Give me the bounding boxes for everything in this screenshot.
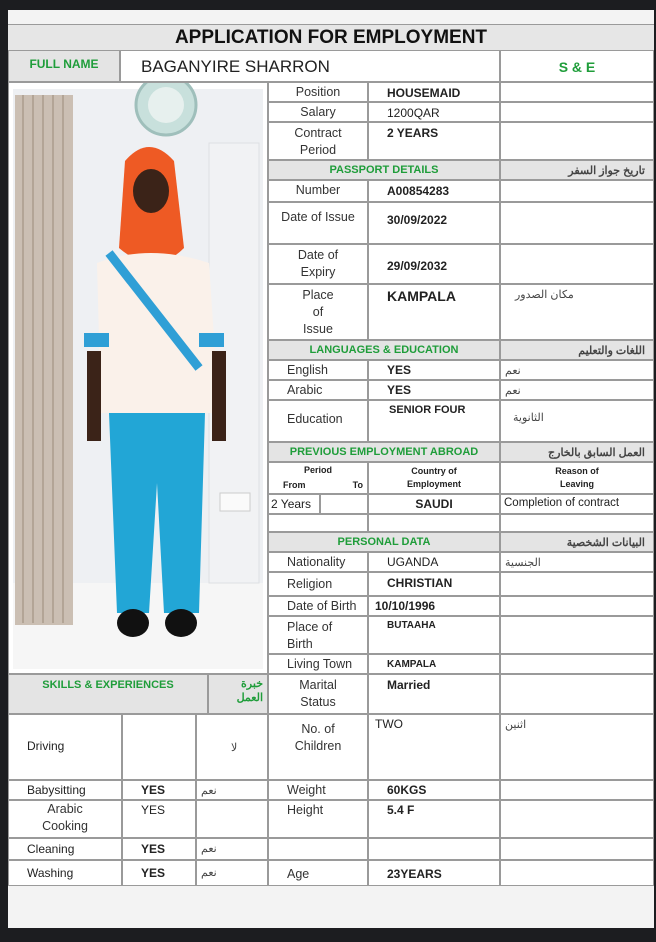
salary-label: Salary xyxy=(268,102,368,122)
blank-cell xyxy=(368,514,500,532)
driving-label: Driving xyxy=(8,714,122,780)
blank-cell xyxy=(500,102,654,122)
applicant-photo xyxy=(8,82,268,674)
babysitting-ar: نعم xyxy=(196,780,268,800)
blank-cell xyxy=(500,800,654,838)
living-town-label: Living Town xyxy=(268,654,368,674)
birth-place-label: Place of Birth xyxy=(268,616,368,654)
height-label: Height xyxy=(268,800,368,838)
weight-label: Weight xyxy=(268,780,368,800)
period-header xyxy=(268,462,368,494)
nationality-ar: الجنسية xyxy=(500,552,654,572)
arabic-ar: نعم xyxy=(500,380,654,400)
position-label: Position xyxy=(268,82,368,102)
blank-cell xyxy=(500,616,654,654)
babysitting-value: YES xyxy=(122,780,196,800)
blank-cell xyxy=(500,838,654,860)
issue-place-label: Place of Issue xyxy=(268,284,368,340)
skills-header: SKILLS & EXPERIENCES xyxy=(8,674,208,714)
full-name-label: FULL NAME xyxy=(8,50,120,82)
expiry-date-value: 29/09/2032 xyxy=(368,244,500,284)
education-label: Education xyxy=(268,400,368,442)
contract-period-label: Contract Period xyxy=(268,122,368,160)
passport-number-label: Number xyxy=(268,180,368,202)
arabic-value: YES xyxy=(368,380,500,400)
blank-cell xyxy=(500,82,654,102)
blank-cell xyxy=(268,838,368,860)
arabic-label: Arabic xyxy=(268,380,368,400)
education-ar: الثانوية xyxy=(500,400,654,442)
english-ar: نعم xyxy=(500,360,654,380)
height-value: 5.4 F xyxy=(368,800,500,838)
issue-place-ar: مكان الصدور xyxy=(500,284,654,340)
blank-cell xyxy=(268,514,368,532)
age-label: Age xyxy=(268,860,368,886)
age-value: 23YEARS xyxy=(368,860,500,886)
previous-employment-header: PREVIOUS EMPLOYMENT ABROAD xyxy=(268,442,500,462)
passport-number-ar xyxy=(500,180,654,202)
washing-label: Washing xyxy=(8,860,122,886)
driving-value xyxy=(122,714,196,780)
issue-date-ar xyxy=(500,202,654,244)
contract-period-value: 2 YEARS xyxy=(368,122,500,160)
blank-cell xyxy=(320,494,368,514)
position-value: HOUSEMAID xyxy=(368,82,500,102)
cleaning-label: Cleaning xyxy=(8,838,122,860)
blank-cell xyxy=(500,860,654,886)
blank-cell xyxy=(500,674,654,714)
children-label: No. of Children xyxy=(268,714,368,780)
religion-value: CHRISTIAN xyxy=(368,572,500,596)
issue-date-value: 30/09/2022 xyxy=(368,202,500,244)
passport-header-ar: تاريخ جواز السفر xyxy=(500,160,654,180)
children-ar: اثنين xyxy=(500,714,654,780)
prev-reason-value: Completion of contract xyxy=(500,494,654,514)
blank-cell xyxy=(500,780,654,800)
blank-cell xyxy=(500,122,654,160)
children-value: TWO xyxy=(368,714,500,780)
driving-ar: لا xyxy=(196,714,268,780)
personal-data-header: PERSONAL DATA xyxy=(268,532,500,552)
to-label: To xyxy=(352,480,363,490)
personal-data-header-ar: البيانات الشخصية xyxy=(500,532,654,552)
blank-cell xyxy=(196,800,268,838)
passport-header: PASSPORT DETAILS xyxy=(268,160,500,180)
languages-header-ar: اللغات والتعليم xyxy=(500,340,654,360)
expiry-date-ar xyxy=(500,244,654,284)
religion-label: Religion xyxy=(268,572,368,596)
cleaning-ar: نعم xyxy=(196,838,268,860)
previous-employment-header-ar: العمل السابق بالخارج xyxy=(500,442,654,462)
living-town-value: KAMPALA xyxy=(368,654,500,674)
skills-header-ar: خبرة العمل xyxy=(208,674,268,714)
blank-cell xyxy=(500,596,654,616)
agency-label: S & E xyxy=(500,50,654,82)
blank-cell xyxy=(368,838,500,860)
blank-cell xyxy=(500,572,654,596)
passport-number-value: A00854283 xyxy=(368,180,500,202)
application-form xyxy=(8,10,654,928)
form-title: APPLICATION FOR EMPLOYMENT xyxy=(8,24,654,50)
english-value: YES xyxy=(368,360,500,380)
marital-status-label: Marital Status xyxy=(268,674,368,714)
period-label: Period xyxy=(303,465,332,475)
reason-header: Reason of Leaving xyxy=(500,462,654,494)
washing-ar: نعم xyxy=(196,860,268,886)
weight-value: 60KGS xyxy=(368,780,500,800)
marital-status-value: Married xyxy=(368,674,500,714)
country-header: Country of Employment xyxy=(368,462,500,494)
birth-place-value: BUTAAHA xyxy=(368,616,500,654)
nationality-label: Nationality xyxy=(268,552,368,572)
expiry-date-label: Date of Expiry xyxy=(268,244,368,284)
nationality-value: UGANDA xyxy=(368,552,500,572)
washing-value: YES xyxy=(122,860,196,886)
full-name-value: BAGANYIRE SHARRON xyxy=(120,50,500,82)
cleaning-value: YES xyxy=(122,838,196,860)
english-label: English xyxy=(268,360,368,380)
from-to-labels xyxy=(269,477,367,492)
arabic-cooking-value: YES xyxy=(122,800,196,838)
blank-cell xyxy=(500,654,654,674)
issue-date-label: Date of Issue xyxy=(268,202,368,244)
babysitting-label: Babysitting xyxy=(8,780,122,800)
prev-country-value: SAUDI xyxy=(368,494,500,514)
salary-value: 1200QAR xyxy=(368,102,500,122)
birth-date-value: 10/10/1996 xyxy=(368,596,500,616)
education-value: SENIOR FOUR xyxy=(368,400,500,442)
arabic-cooking-label: Arabic Cooking xyxy=(8,800,122,838)
blank-cell xyxy=(500,514,654,532)
prev-period-value: 2 Years xyxy=(268,494,320,514)
birth-date-label: Date of Birth xyxy=(268,596,368,616)
issue-place-value: KAMPALA xyxy=(368,284,500,340)
languages-header: LANGUAGES & EDUCATION xyxy=(268,340,500,360)
from-label: From xyxy=(283,480,306,490)
